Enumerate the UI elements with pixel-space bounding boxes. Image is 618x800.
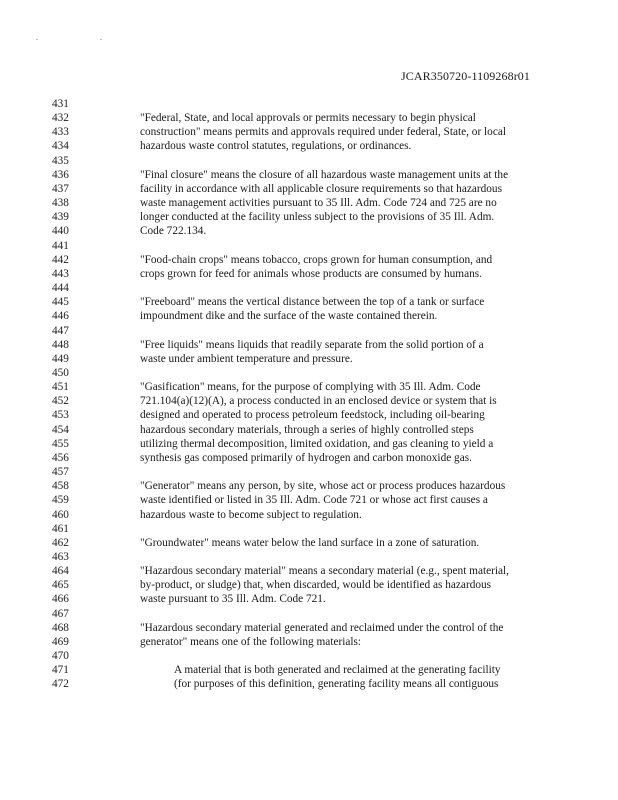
line-number: 446 xyxy=(52,310,69,323)
line-text: "Final closure" means the closure of all hazardous waste management units at the xyxy=(140,168,509,181)
text-line xyxy=(0,592,618,606)
text-line xyxy=(0,423,618,437)
text-line xyxy=(0,522,618,536)
line-text: (for purposes of this definition, generating facility means all contiguous xyxy=(174,678,499,691)
text-line xyxy=(0,267,618,281)
text-line xyxy=(0,451,618,465)
text-line xyxy=(0,564,618,578)
text-line xyxy=(0,663,618,677)
text-line xyxy=(0,465,618,479)
line-number: 463 xyxy=(52,551,69,563)
text-line xyxy=(0,621,618,635)
line-number: 467 xyxy=(52,607,69,620)
text-line xyxy=(0,408,618,422)
text-line xyxy=(0,295,618,309)
scan-marks: . . xyxy=(36,33,132,42)
text-line xyxy=(0,550,618,564)
text-line xyxy=(0,281,618,295)
text-line xyxy=(0,366,618,380)
line-number: 466 xyxy=(52,593,69,606)
line-text: "Freeboard" means the vertical distance between the top of a tank or surface xyxy=(140,296,485,309)
line-number: 444 xyxy=(52,282,69,295)
text-line xyxy=(0,309,618,323)
line-text: hazardous secondary materials, through a series of highly controlled steps xyxy=(140,423,474,436)
line-number: 440 xyxy=(52,225,69,238)
line-text: "Food-chain crops" means tobacco, crops grown for human consumption, and xyxy=(140,253,493,266)
line-number: 442 xyxy=(52,253,69,266)
line-text: construction" means permits and approvals required under federal, State, or local xyxy=(140,126,506,139)
line-text: "Free liquids" means liquids that readily separate from the solid portion of a xyxy=(140,338,484,351)
line-number: 435 xyxy=(52,154,69,167)
text-line xyxy=(0,394,618,408)
text-line xyxy=(0,97,618,111)
line-text: by-product, or sludge) that, when discarded, would be identified as hazardous xyxy=(140,579,492,592)
line-number: 457 xyxy=(52,466,69,479)
line-number: 433 xyxy=(52,126,69,139)
text-line xyxy=(0,677,618,691)
line-number: 460 xyxy=(52,508,69,521)
line-number: 451 xyxy=(52,381,69,394)
line-number: 438 xyxy=(52,197,69,210)
line-number: 471 xyxy=(52,664,69,677)
text-line xyxy=(0,154,618,168)
line-text: longer conducted at the facility unless subject to the provisions of 35 Ill. Adm. xyxy=(140,211,495,224)
line-text: generator" means one of the following materials: xyxy=(140,635,362,648)
line-text: crops grown for feed for animals whose products are consumed by humans. xyxy=(140,267,482,280)
line-text: synthesis gas composed primarily of hydrogen and carbon monoxide gas. xyxy=(140,451,472,464)
line-text: waste management activities pursuant to 35 Ill. Adm. Code 724 and 725 are no xyxy=(140,197,497,210)
line-text: impoundment dike and the surface of the waste contained therein. xyxy=(140,310,438,323)
line-text: utilizing thermal decomposition, limited oxidation, and gas cleaning to yield a xyxy=(140,437,494,450)
line-number: 450 xyxy=(52,366,69,379)
line-number: 465 xyxy=(52,579,69,592)
numbered-text-body xyxy=(0,97,618,692)
line-text: "Gasification" means, for the purpose of complying with 35 Ill. Adm. Code xyxy=(140,381,481,394)
line-number: 447 xyxy=(52,324,69,337)
text-line xyxy=(0,479,618,493)
line-number: 441 xyxy=(52,239,69,252)
text-line xyxy=(0,380,618,394)
text-line xyxy=(0,338,618,352)
line-number: 453 xyxy=(52,409,69,422)
line-number: 452 xyxy=(52,395,69,408)
text-line xyxy=(0,607,618,621)
text-line xyxy=(0,210,618,224)
line-number: 439 xyxy=(52,211,69,224)
line-number: 445 xyxy=(52,296,69,309)
line-number: 462 xyxy=(52,536,69,549)
line-number: 437 xyxy=(52,182,69,195)
line-text: waste pursuant to 35 Ill. Adm. Code 721. xyxy=(140,593,326,606)
line-number: 432 xyxy=(52,112,69,125)
text-line xyxy=(0,224,618,238)
line-text: designed and operated to process petroleum feedstock, including oil-bearing xyxy=(140,409,485,422)
line-number: 472 xyxy=(52,678,69,691)
document-id: JCAR350720-1109268r01 xyxy=(401,69,530,83)
line-text: "Federal, State, and local approvals or permits necessary to begin physical xyxy=(140,112,476,125)
text-line xyxy=(0,508,618,522)
text-line xyxy=(0,324,618,338)
line-text: "Groundwater" means water below the land surface in a zone of saturation. xyxy=(140,536,480,549)
line-number: 458 xyxy=(52,480,69,493)
line-number: 448 xyxy=(52,338,69,351)
line-number: 443 xyxy=(52,267,69,280)
line-text: "Generator" means any person, by site, whose act or process produces hazardous xyxy=(140,480,506,493)
line-text: waste under ambient temperature and pressure. xyxy=(140,352,353,365)
text-line xyxy=(0,437,618,451)
line-text: hazardous waste control statutes, regulations, or ordinances. xyxy=(140,140,412,153)
line-number: 456 xyxy=(52,451,69,464)
text-line xyxy=(0,111,618,125)
text-line xyxy=(0,493,618,507)
text-line xyxy=(0,196,618,210)
text-line xyxy=(0,239,618,253)
line-text: "Hazardous secondary material" means a secondary material (e.g., spent material, xyxy=(140,565,509,578)
line-number: 469 xyxy=(52,635,69,648)
line-text: Code 722.134. xyxy=(140,225,207,238)
text-line xyxy=(0,125,618,139)
text-line xyxy=(0,253,618,267)
line-text: waste identified or listed in 35 Ill. Adm. Code 721 or whose act first causes a xyxy=(140,494,488,507)
text-line xyxy=(0,168,618,182)
line-number: 470 xyxy=(52,650,69,663)
text-line xyxy=(0,578,618,592)
line-text: 721.104(a)(12)(A), a process conducted in an enclosed device or system that is xyxy=(140,395,497,408)
line-text: A material that is both generated and reclaimed at the generating facility xyxy=(174,664,501,677)
line-text: "Hazardous secondary material generated and reclaimed under the control of the xyxy=(140,621,504,634)
text-line xyxy=(0,649,618,663)
line-number: 461 xyxy=(52,522,69,535)
text-line xyxy=(0,635,618,649)
line-number: 468 xyxy=(52,621,69,634)
text-line xyxy=(0,182,618,196)
text-line xyxy=(0,352,618,366)
line-number: 454 xyxy=(52,423,69,436)
line-text: hazardous waste to become subject to regulation. xyxy=(140,508,362,521)
line-number: 434 xyxy=(52,140,69,153)
line-number: 455 xyxy=(52,437,69,450)
text-line xyxy=(0,139,618,153)
line-number: 449 xyxy=(52,352,69,365)
line-number: 459 xyxy=(52,494,69,507)
text-line xyxy=(0,536,618,550)
line-number: 436 xyxy=(52,168,69,181)
line-number: 431 xyxy=(52,98,69,110)
line-number: 464 xyxy=(52,565,69,578)
line-text: facility in accordance with all applicable closure requirements so that hazardous xyxy=(140,182,502,195)
